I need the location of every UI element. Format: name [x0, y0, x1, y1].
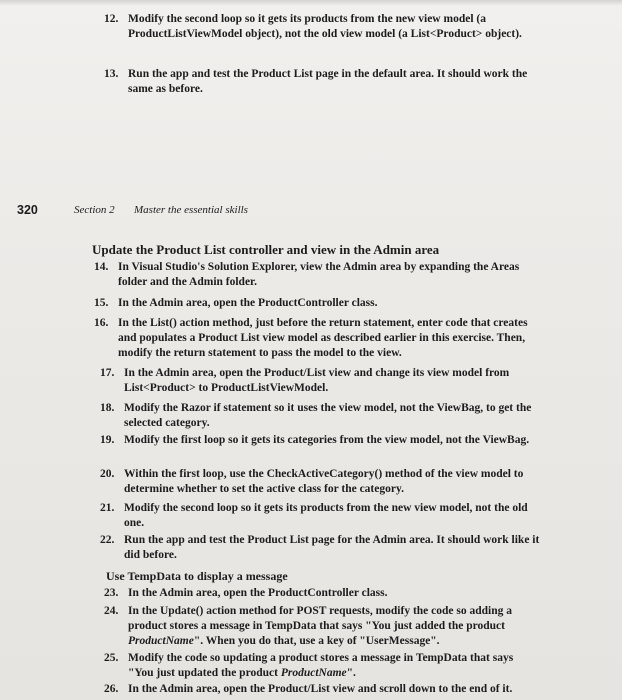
- step-text: In the List() action method, just before the return statement, enter code that creates and populates a Product List view model as described earlier in this exercise. Then, modify the return statement to pass the model to the view.: [118, 317, 528, 359]
- step-16: [94, 316, 544, 361]
- step-18: [100, 401, 540, 431]
- step-text: In the Admin area, open the ProductController class.: [118, 297, 378, 309]
- step-text: Run the app and test the Product List page for the Admin area. It should work like it did before.: [124, 534, 540, 561]
- step-24: [104, 604, 534, 649]
- step-text: Modify the first loop so it gets its categories from the view model, not the ViewBag.: [124, 434, 530, 446]
- step-text: In the Admin area, open the Product/List view and change its view model from List<Product> to ProductListViewModel.: [124, 367, 510, 394]
- step-text: [128, 604, 534, 649]
- step-text-italic: ProductName: [280, 667, 347, 679]
- step-number: 16.: [94, 317, 109, 329]
- step-text: In the Admin area, open the Product/List view and scroll down to the end of it.: [128, 683, 513, 695]
- section-heading-tempdata: Use TempData to display a message: [106, 569, 288, 583]
- step-text: Modify the Razor if statement so it uses the view model, not the ViewBag, to get the selected category.: [124, 402, 532, 429]
- step-number: 15.: [94, 297, 109, 309]
- step-14: [94, 260, 544, 290]
- step-text-part: Modify the code so updating a product stores a message in TempData that says "You just updated the product: [128, 652, 514, 679]
- step-17: [100, 366, 540, 396]
- page-top-shadow: [0, 0, 622, 6]
- step-number: 23.: [104, 587, 119, 599]
- step-25: [104, 651, 534, 681]
- step-text-italic: ProductName: [128, 635, 194, 647]
- step-number: 26.: [104, 683, 119, 695]
- step-number: 18.: [100, 402, 115, 414]
- step-number: 14.: [94, 261, 109, 273]
- step-13: [104, 67, 544, 97]
- step-number: 17.: [100, 367, 115, 379]
- section-heading-update-product-list: Update the Product List controller and view in the Admin area: [92, 242, 440, 257]
- step-number: 13.: [104, 68, 119, 80]
- step-number: 21.: [100, 502, 115, 514]
- step-26: [104, 682, 544, 697]
- step-20: [100, 467, 540, 497]
- step-23: [104, 586, 544, 601]
- section-title: Master the essential skills: [134, 204, 248, 216]
- step-text-part: ". When you do that, use a key of "UserMessage".: [193, 635, 440, 647]
- step-text: Run the app and test the Product List page in the default area. It should work the same as before.: [128, 68, 528, 95]
- step-text-part: ".: [346, 667, 356, 679]
- step-text-part: In the Update() action method for POST requests, modify the code so adding a product stores a message in TempData that says "You just added the product: [128, 605, 512, 632]
- step-text: In the Admin area, open the ProductController class.: [128, 587, 388, 599]
- step-number: 25.: [104, 652, 119, 664]
- step-15: [94, 296, 544, 311]
- step-number: 24.: [104, 605, 119, 617]
- step-text: Modify the second loop so it gets its products from the new view model (a ProductListViewModel object), not the old view model (a List<Product> object).: [128, 13, 522, 40]
- page-number: 320: [17, 203, 38, 217]
- step-text: Modify the second loop so it gets its products from the new view model, not the old one.: [124, 502, 528, 529]
- step-21: [100, 501, 540, 531]
- step-text: [128, 651, 534, 681]
- section-label: Section 2: [74, 204, 115, 216]
- step-22: [100, 533, 540, 563]
- step-number: 20.: [100, 468, 115, 480]
- step-12: [104, 12, 544, 42]
- step-19: [100, 433, 540, 448]
- step-text: Within the first loop, use the CheckActiveCategory() method of the view model to determine whether to set the active class for the category.: [124, 468, 524, 495]
- step-text: In Visual Studio's Solution Explorer, view the Admin area by expanding the Areas folder and the Admin folder.: [118, 261, 520, 288]
- step-number: 12.: [104, 13, 119, 25]
- step-number: 22.: [100, 534, 115, 546]
- step-number: 19.: [100, 434, 115, 446]
